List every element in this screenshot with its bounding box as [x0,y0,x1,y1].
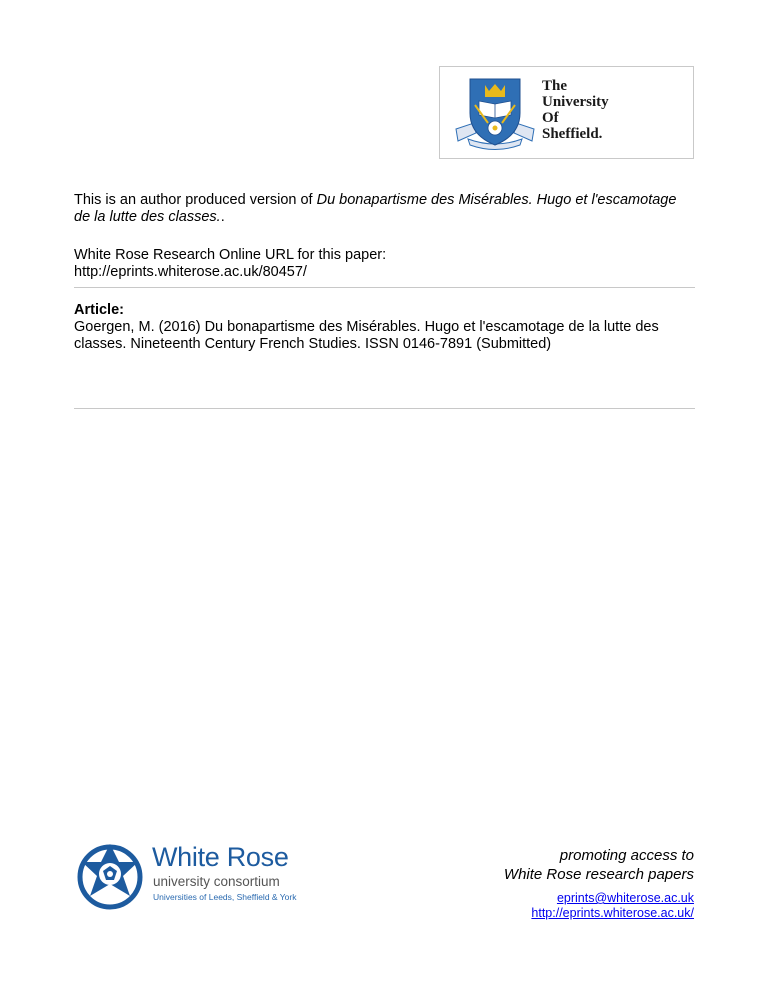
white-rose-logo [73,840,313,910]
citation-text: Goergen, M. (2016) Du bonapartisme des Misérables. Hugo et l'escamotage de la lutte des classes. Nineteenth Century French Studies. ISSN 0146-7891 (Submitted) [74,319,659,352]
white-rose-subtitle: university consortium [153,874,280,889]
white-rose-universities: Universities of Leeds, Sheffield & York [153,892,297,902]
university-name-line: University [542,94,609,110]
email-link[interactable]: eprints@whiterose.ac.uk [556,891,694,905]
white-rose-title: White Rose [152,842,289,872]
divider [74,287,695,288]
website-link[interactable]: http://eprints.whiterose.ac.uk/ [531,906,694,920]
paper-url: http://eprints.whiterose.ac.uk/80457/ [74,264,307,280]
contact-links [531,891,694,921]
article-heading: Article: [74,302,124,318]
intro-prefix: This is an author produced version of [74,192,317,208]
university-name-line: Sheffield. [542,126,603,142]
promo-text [504,846,694,884]
university-name-line: Of [542,110,559,126]
white-rose-emblem-icon [73,840,147,910]
promo-line: promoting access to [559,847,694,864]
promo-line: White Rose research papers [503,866,694,883]
url-label: White Rose Research Online URL for this paper: [74,247,387,263]
intro-suffix: . [220,209,225,225]
paper-title: Du bonapartisme des Misérables. Hugo et l'escamotage de la lutte des classes. [74,192,677,225]
university-name [542,78,609,142]
university-name-line: The [542,78,568,94]
divider [74,408,695,409]
university-crest-icon [454,75,536,151]
university-logo [439,66,694,159]
intro-text [74,192,694,226]
